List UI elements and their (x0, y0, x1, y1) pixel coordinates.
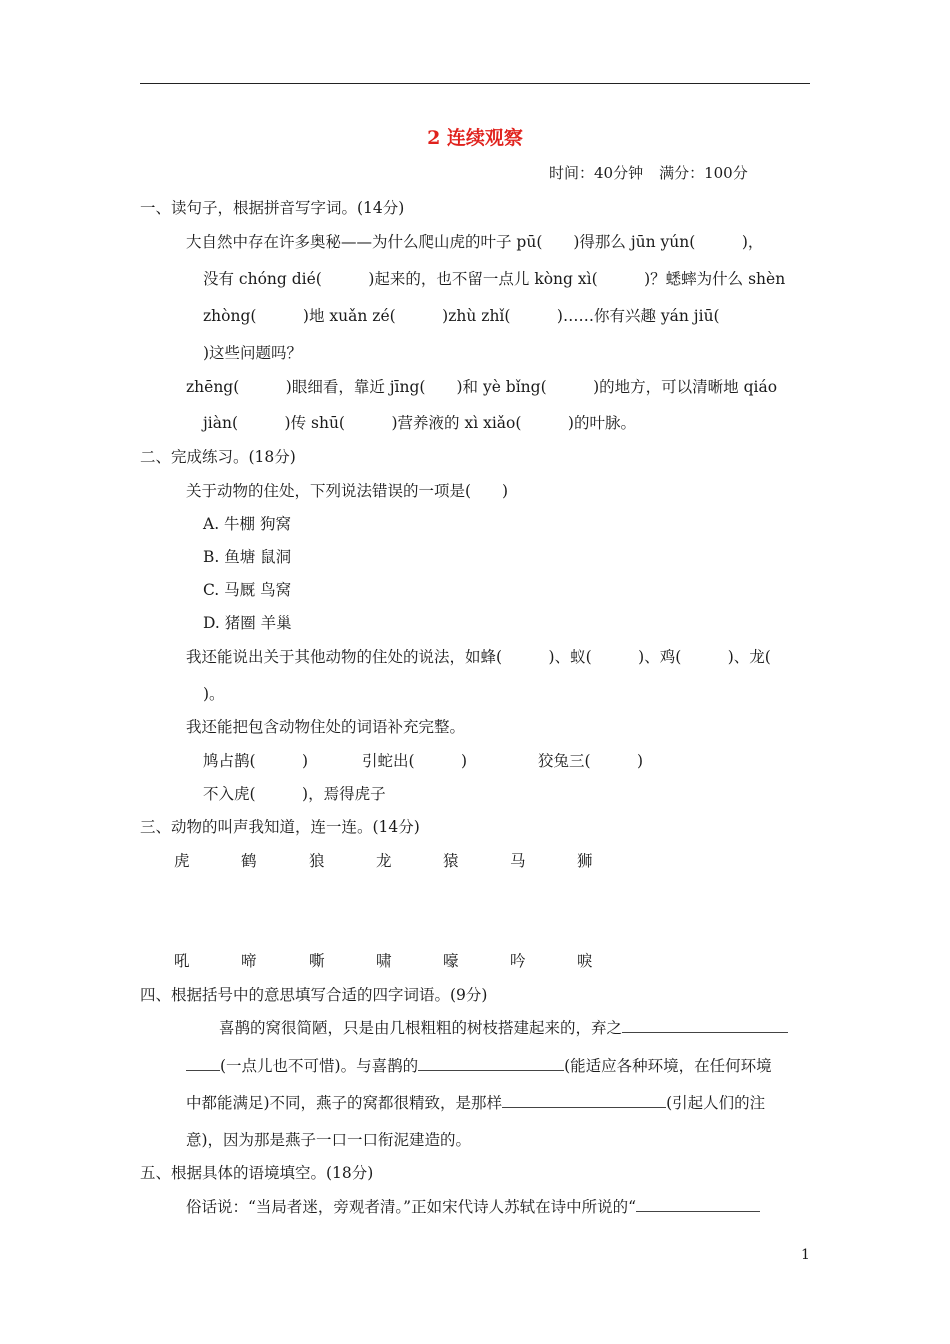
s4-line-2a: (一点儿也不可惜)。与喜鹊的 (220, 1057, 419, 1075)
s2-idiom-4: 不入虎( )，焉得虎子 (203, 785, 386, 803)
s1-line-6: jiàn( )传 shū( )营养液的 xì xiǎo( )的叶脉。 (203, 414, 636, 432)
sound-4: 啸 (376, 952, 392, 970)
answer-blank[interactable] (418, 1056, 564, 1071)
section3-heading: 三、动物的叫声我知道，连一连。(14分) (140, 818, 420, 836)
header-rule (140, 83, 810, 84)
s2-line2-cont: )。 (203, 685, 225, 703)
s2-idiom-2: 引蛇出( ) (362, 752, 468, 770)
s4-line-4: 意)，因为那是燕子一口一口衔泥建造的。 (186, 1131, 472, 1149)
s2-option-c: C. 马厩 鸟窝 (203, 581, 292, 599)
section4-heading: 四、根据括号中的意思填写合适的四字词语。(9分) (140, 986, 488, 1004)
animal-3: 狼 (309, 852, 325, 870)
page-title: 2 连续观察 (427, 127, 523, 149)
s2-question: 关于动物的住处，下列说法错误的一项是( ) (186, 482, 509, 500)
sound-7: 唳 (577, 952, 593, 970)
s1-line-5: zhēng( )眼细看，靠近 jīng( )和 yè bǐng( )的地方，可以清晰地 qiáo (186, 378, 778, 396)
answer-blank[interactable] (186, 1056, 220, 1071)
answer-blank[interactable] (502, 1093, 666, 1108)
s4-line-3a: 中都能满足)不同，燕子的窝都很精致，是那样 (186, 1094, 503, 1112)
s2-line3: 我还能把包含动物住处的词语补充完整。 (186, 718, 466, 736)
sound-5: 嚎 (443, 952, 459, 970)
section1-heading: 一、读句子，根据拼音写字词。(14分) (140, 199, 405, 217)
s4-line-2 (186, 1054, 772, 1076)
animal-2: 鹤 (241, 852, 257, 870)
answer-blank[interactable] (622, 1018, 788, 1033)
s2-option-a: A. 牛棚 狗窝 (203, 515, 291, 533)
sound-3: 嘶 (309, 952, 325, 970)
s5-line-1-text: 俗话说：“当局者迷，旁观者清。”正如宋代诗人苏轼在诗中所说的“ (186, 1198, 637, 1216)
exam-meta (549, 162, 748, 183)
s2-idiom-1: 鸠占鹊( ) (203, 752, 309, 770)
s1-line-4: )这些问题吗？ (203, 344, 303, 362)
s2-option-d: D. 猪圈 羊巢 (203, 614, 292, 632)
sound-1: 吼 (174, 952, 190, 970)
s4-line-2b: (能适应各种环境，在任何环境 (564, 1057, 772, 1075)
animal-5: 猿 (443, 852, 459, 870)
s4-line-1 (219, 1016, 788, 1038)
section2-heading: 二、完成练习。(18分) (140, 448, 296, 466)
sound-6: 吟 (510, 952, 526, 970)
s2-option-b: B. 鱼塘 鼠洞 (203, 548, 292, 566)
animal-4: 龙 (376, 852, 392, 870)
s4-line-3 (186, 1091, 765, 1113)
animal-7: 狮 (577, 852, 593, 870)
s4-line-3b: (引起人们的注 (666, 1094, 766, 1112)
s5-line-1 (186, 1195, 760, 1217)
s1-line-3: zhòng( )地 xuǎn zé( )zhù zhǐ( )……你有兴趣 yán jiū( (203, 307, 720, 325)
sound-2: 啼 (241, 952, 257, 970)
s4-line-1-text: 喜鹊的窝很简陋，只是由几根粗粗的树枝搭建起来的，弃之 (219, 1019, 623, 1037)
animal-1: 虎 (174, 852, 190, 870)
s1-line-2: 没有 chóng dié( )起来的，也不留一点儿 kòng xì( )？蟋蟀为什么 shèn (203, 270, 786, 288)
answer-blank[interactable] (636, 1197, 760, 1212)
s1-line-1: 大自然中存在许多奥秘——为什么爬山虎的叶子 pū( )得那么 jūn yún( )， (186, 233, 764, 251)
page-number: 1 (801, 1247, 810, 1263)
animal-6: 马 (510, 852, 526, 870)
time-label: 时间：40分钟 (549, 164, 644, 182)
s2-idiom-3: 狡兔三( ) (538, 752, 644, 770)
score-label: 满分：100分 (659, 164, 748, 182)
s2-line2: 我还能说出关于其他动物的住处的说法，如蜂( )、蚁( )、鸡( )、龙( (186, 648, 771, 666)
section5-heading: 五、根据具体的语境填空。(18分) (140, 1164, 374, 1182)
